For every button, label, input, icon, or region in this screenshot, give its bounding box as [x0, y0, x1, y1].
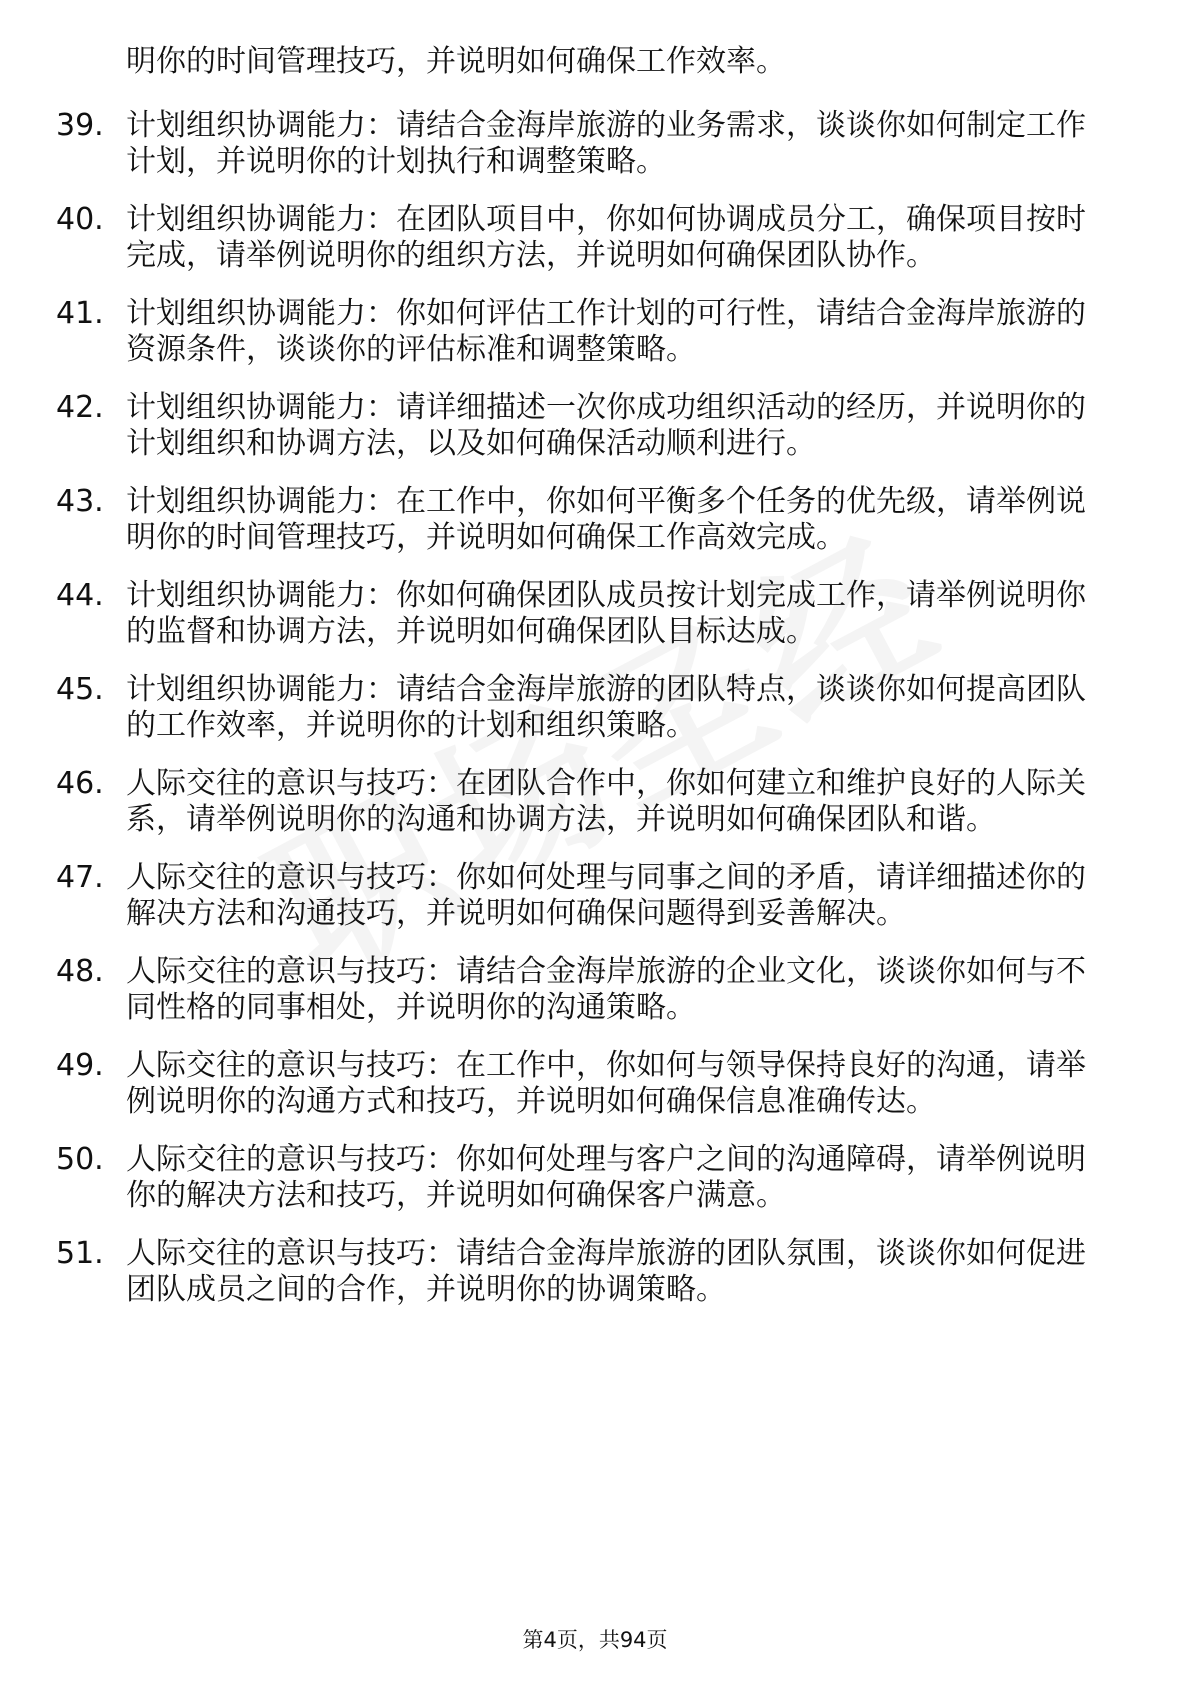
question-item	[0, 954, 1106, 1026]
question-item	[0, 1142, 1106, 1214]
question-item	[0, 202, 1106, 274]
question-number: 51.	[56, 1236, 104, 1271]
question-text: 计划组织协调能力：在工作中，你如何平衡多个任务的优先级，请举例说明你的时间管理技巧，并说明如何确保工作高效完成。	[126, 484, 1086, 555]
question-text: 计划组织协调能力：请结合金海岸旅游的团队特点，谈谈你如何提高团队的工作效率，并说明你的计划和组织策略。	[126, 672, 1086, 743]
question-number: 47.	[56, 860, 104, 895]
question-item	[0, 860, 1106, 932]
question-number: 48.	[56, 954, 104, 989]
question-number: 50.	[56, 1142, 104, 1177]
question-text: 人际交往的意识与技巧：你如何处理与客户之间的沟通障碍，请举例说明你的解决方法和技巧，并说明如何确保客户满意。	[126, 1142, 1086, 1213]
question-number: 41.	[56, 296, 104, 331]
question-item	[0, 484, 1106, 556]
question-text: 计划组织协调能力：你如何确保团队成员按计划完成工作，请举例说明你的监督和协调方法，并说明如何确保团队目标达成。	[126, 578, 1086, 649]
question-item	[0, 108, 1106, 180]
question-item	[0, 578, 1106, 650]
page-number-footer: 第4页，共94页	[522, 1628, 668, 1652]
question-item	[0, 1236, 1106, 1308]
question-item	[0, 390, 1106, 462]
question-text: 人际交往的意识与技巧：你如何处理与同事之间的矛盾，请详细描述你的解决方法和沟通技巧，并说明如何确保问题得到妥善解决。	[126, 860, 1086, 931]
question-text: 人际交往的意识与技巧：请结合金海岸旅游的企业文化，谈谈你如何与不同性格的同事相处，并说明你的沟通策略。	[126, 954, 1086, 1025]
question-text: 人际交往的意识与技巧：在工作中，你如何与领导保持良好的沟通，请举例说明你的沟通方式和技巧，并说明如何确保信息准确传达。	[126, 1048, 1086, 1119]
question-number: 42.	[56, 390, 104, 425]
question-number: 44.	[56, 578, 104, 613]
question-number: 40.	[56, 202, 104, 237]
question-text: 计划组织协调能力：你如何评估工作计划的可行性，请结合金海岸旅游的资源条件，谈谈你的评估标准和调整策略。	[126, 296, 1086, 367]
question-list	[0, 108, 1190, 1330]
question-number: 49.	[56, 1048, 104, 1083]
question-number: 45.	[56, 672, 104, 707]
question-text: 计划组织协调能力：在团队项目中，你如何协调成员分工，确保项目按时完成，请举例说明你的组织方法，并说明如何确保团队协作。	[126, 202, 1086, 273]
question-item	[0, 672, 1106, 744]
question-item	[0, 766, 1106, 838]
question-text: 计划组织协调能力：请详细描述一次你成功组织活动的经历，并说明你的计划组织和协调方法，以及如何确保活动顺利进行。	[126, 390, 1086, 461]
question-number: 39.	[56, 108, 104, 143]
question-number: 46.	[56, 766, 104, 801]
continuation-text: 明你的时间管理技巧，并说明如何确保工作效率。	[126, 44, 786, 79]
question-text: 人际交往的意识与技巧：在团队合作中，你如何建立和维护良好的人际关系，请举例说明你的沟通和协调方法，并说明如何确保团队和谐。	[126, 766, 1086, 837]
question-text: 计划组织协调能力：请结合金海岸旅游的业务需求，谈谈你如何制定工作计划，并说明你的计划执行和调整策略。	[126, 108, 1086, 179]
question-item	[0, 296, 1106, 368]
question-item	[0, 1048, 1106, 1120]
question-text: 人际交往的意识与技巧：请结合金海岸旅游的团队氛围，谈谈你如何促进团队成员之间的合作，并说明你的协调策略。	[126, 1236, 1086, 1307]
question-number: 43.	[56, 484, 104, 519]
